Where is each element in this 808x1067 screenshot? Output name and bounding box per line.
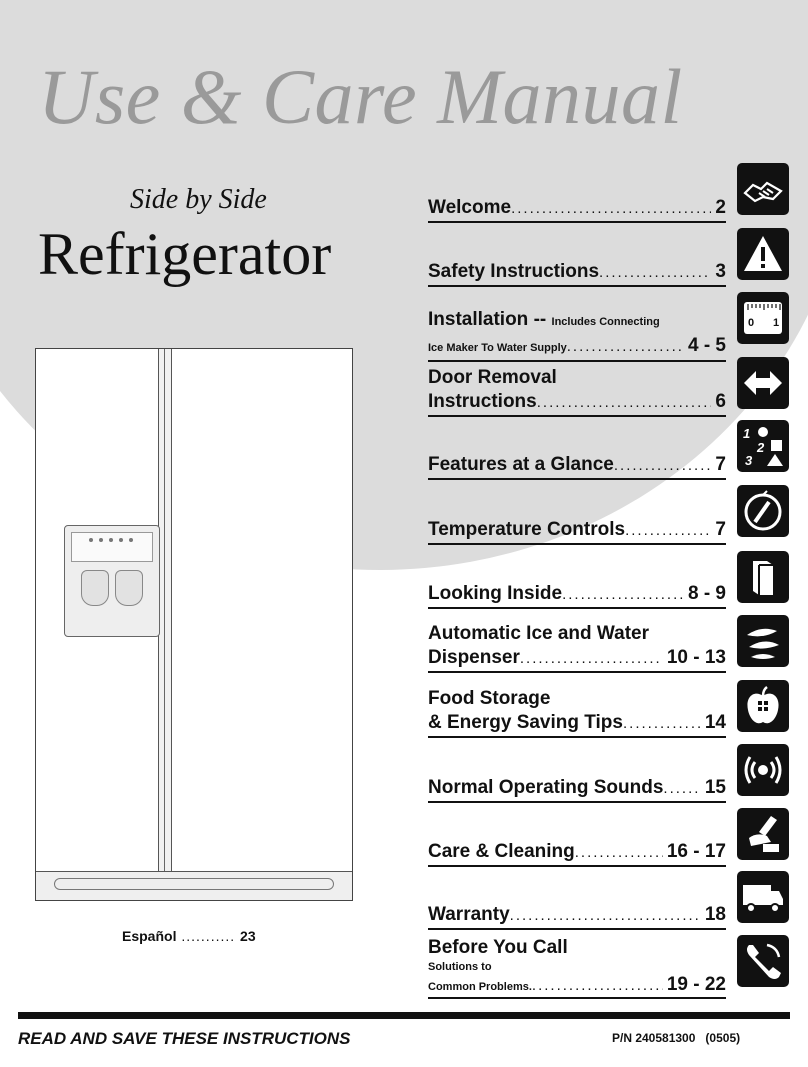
toc-page: 3 bbox=[715, 261, 726, 282]
ice-paddle bbox=[81, 570, 109, 606]
toc-subtitle: Ice Maker To Water Supply bbox=[428, 342, 567, 354]
toc-looking-inside[interactable] bbox=[428, 582, 726, 609]
date-code: (0505) bbox=[705, 1031, 741, 1045]
toc-page: 2 bbox=[715, 197, 726, 218]
toc-subtitle: Instructions bbox=[428, 391, 537, 412]
toc-title: Food Storage bbox=[428, 688, 551, 709]
toc-door-removal[interactable] bbox=[428, 366, 726, 417]
phone-icon bbox=[737, 935, 789, 987]
espanol-label: Español bbox=[122, 928, 177, 944]
toc-page: 15 bbox=[704, 777, 726, 798]
toc-welcome[interactable] bbox=[428, 196, 726, 223]
toc-subtitle: Dispenser bbox=[428, 647, 520, 668]
toc-page: 10 - 13 bbox=[666, 647, 726, 668]
toc-title: Safety Instructions bbox=[428, 261, 600, 282]
toc-title: Looking Inside bbox=[428, 583, 563, 604]
toc-dispenser[interactable] bbox=[428, 622, 726, 673]
door-seam bbox=[158, 349, 172, 873]
toc-installation[interactable] bbox=[428, 308, 726, 362]
espanol-entry[interactable]: Español ........... 23 bbox=[122, 928, 256, 944]
dispenser-panel bbox=[71, 532, 153, 562]
toc-warranty[interactable] bbox=[428, 903, 726, 930]
toc-title: Before You Call bbox=[428, 937, 568, 958]
water-paddle bbox=[115, 570, 143, 606]
refrigerator-illustration bbox=[35, 348, 353, 901]
refrigerator-icon bbox=[737, 551, 789, 603]
part-number bbox=[612, 1031, 740, 1045]
dispenser-button bbox=[119, 538, 123, 542]
toc-title: Care & Cleaning bbox=[428, 841, 575, 862]
toc-page: 6 bbox=[715, 391, 726, 412]
cleaning-icon bbox=[737, 808, 789, 860]
toc-safety[interactable] bbox=[428, 260, 726, 287]
toc-care-cleaning[interactable] bbox=[428, 840, 726, 867]
toc-title: Warranty bbox=[428, 904, 510, 925]
toc-subtitle: & Energy Saving Tips bbox=[428, 712, 623, 733]
toc-title: Installation -- bbox=[428, 309, 547, 330]
toc-title: Temperature Controls bbox=[428, 519, 626, 540]
toc-title: Features at a Glance bbox=[428, 454, 614, 475]
truck-icon bbox=[737, 871, 789, 923]
toc-page: 7 bbox=[715, 519, 726, 540]
toc-food-storage[interactable] bbox=[428, 687, 726, 738]
handshake-icon bbox=[737, 163, 789, 215]
bottom-rule bbox=[18, 1012, 790, 1019]
dispenser-button bbox=[99, 538, 103, 542]
toc-subtitle: Common Problems. bbox=[428, 981, 532, 993]
toc-subtitle: Solutions to bbox=[428, 961, 492, 973]
ruler-icon bbox=[737, 292, 789, 344]
apple-icon bbox=[737, 680, 789, 732]
manual-title: Use & Care Manual bbox=[38, 53, 683, 140]
ruler-one: 1 bbox=[773, 317, 780, 329]
dispenser-button bbox=[129, 538, 133, 542]
toc-page: 14 bbox=[704, 712, 726, 733]
espanol-page: 23 bbox=[240, 928, 256, 944]
features-three: 3 bbox=[745, 453, 753, 468]
toc-sounds[interactable] bbox=[428, 776, 726, 803]
grille bbox=[54, 878, 334, 890]
toc-page: 16 - 17 bbox=[666, 841, 726, 862]
product-name: Refrigerator bbox=[38, 221, 332, 287]
toc-title: Normal Operating Sounds bbox=[428, 777, 664, 798]
ice-icon bbox=[737, 615, 789, 667]
toc-page: 19 - 22 bbox=[666, 974, 726, 995]
ruler-zero: 0 bbox=[748, 317, 755, 329]
toc-page: 4 - 5 bbox=[687, 335, 726, 356]
toc-note: Includes Connecting bbox=[551, 316, 660, 328]
toc-page: 7 bbox=[715, 454, 726, 475]
fridge-base bbox=[36, 871, 352, 900]
read-and-save-notice: READ AND SAVE THESE INSTRUCTIONS bbox=[18, 1029, 351, 1048]
toc-before-you-call[interactable] bbox=[428, 936, 726, 999]
dispenser-illustration bbox=[64, 525, 160, 637]
subtitle: Side by Side bbox=[130, 184, 267, 215]
toc-title: Automatic Ice and Water bbox=[428, 623, 650, 644]
features-two: 2 bbox=[757, 440, 765, 455]
dispenser-button bbox=[109, 538, 113, 542]
toc-page: 18 bbox=[704, 904, 726, 925]
toc-temperature[interactable] bbox=[428, 518, 726, 545]
part-number-text: P/N 240581300 bbox=[612, 1031, 696, 1045]
features-icon bbox=[737, 420, 789, 472]
double-arrow-icon bbox=[737, 357, 789, 409]
sound-icon bbox=[737, 744, 789, 796]
dispenser-button bbox=[89, 538, 93, 542]
thermostat-icon bbox=[737, 485, 789, 537]
features-one: 1 bbox=[743, 426, 751, 441]
toc-features[interactable] bbox=[428, 453, 726, 480]
toc-title: Door Removal bbox=[428, 367, 557, 388]
toc-page: 8 - 9 bbox=[687, 583, 726, 604]
toc-title: Welcome bbox=[428, 197, 512, 218]
warning-icon bbox=[737, 228, 789, 280]
